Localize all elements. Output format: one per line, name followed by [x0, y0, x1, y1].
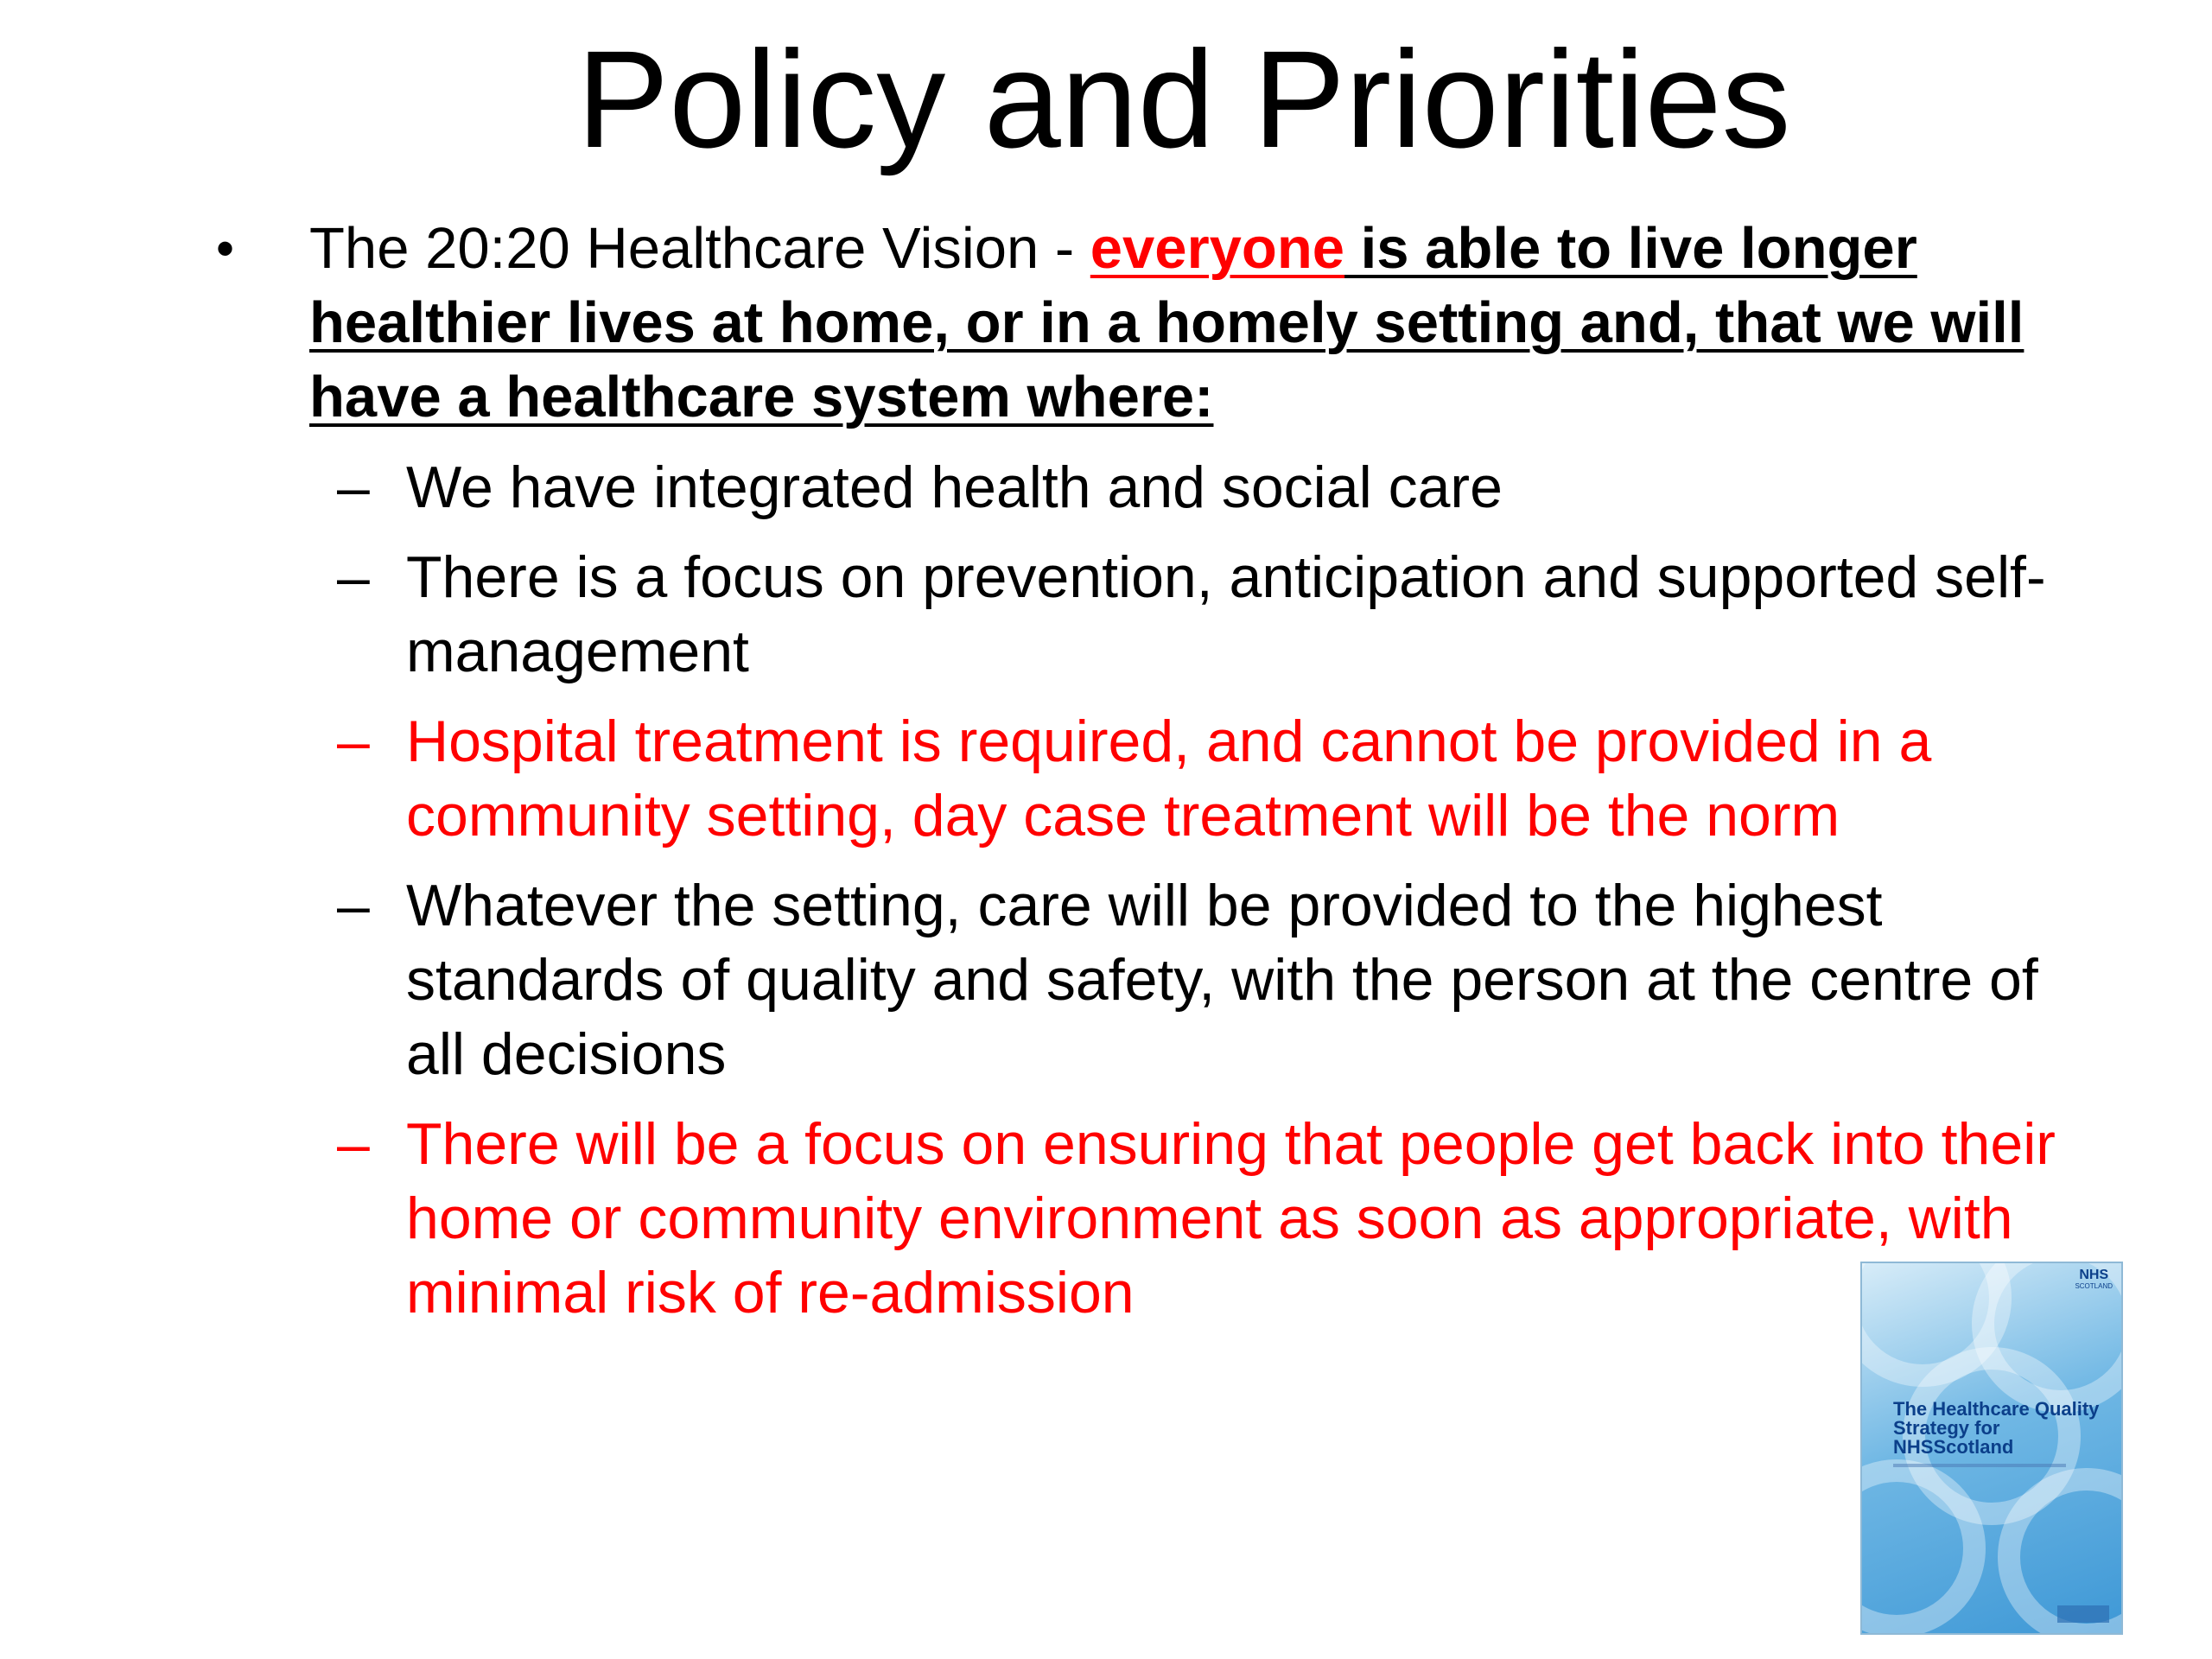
dash-icon: – — [337, 454, 370, 520]
vision-point-text: We have integrated health and social care — [406, 454, 1503, 520]
strategy-cover-image — [1860, 1262, 2123, 1635]
slide-title: Policy and Priorities — [576, 22, 1791, 176]
dash-icon: – — [337, 709, 370, 774]
vision-points — [309, 450, 2074, 1330]
dash-icon: – — [337, 544, 370, 610]
cover-title: The Healthcare Quality Strategy for NHSScotland — [1893, 1398, 2100, 1458]
vision-emphasis-red: everyone — [1090, 216, 1345, 281]
vision-point-text: Whatever the setting, care will be provided to the highest standards of quality and safety, with the person at the centre of all decisions — [406, 873, 2038, 1087]
vision-bullet — [216, 212, 2074, 1330]
vision-emphasis: is able to live longer healthier lives at home, or in a homely setting and, that we will have a healthcare system where: — [309, 216, 2024, 429]
dash-icon: – — [337, 1111, 370, 1177]
vision-point — [216, 704, 2074, 853]
vision-point-text: There is a focus on prevention, anticipation and supported self-management — [406, 544, 2046, 684]
bullet-dot-icon: • — [216, 219, 235, 277]
government-emblem-icon — [2057, 1605, 2109, 1623]
dash-icon: – — [337, 873, 370, 938]
nhs-logo: NHS SCOTLAND — [2075, 1268, 2113, 1290]
vision-point-text: There will be a focus on ensuring that people get back into their home or community environment as soon as appropriate, with minimal risk of re-admission — [406, 1111, 2056, 1325]
vision-point-text: Hospital treatment is required, and cannot be provided in a community setting, day case treatment will be the norm — [406, 709, 1932, 849]
vision-lead: The 20:20 Healthcare Vision - — [309, 216, 1090, 281]
vision-point — [216, 1107, 2074, 1330]
cover-subtitle-rule — [1893, 1464, 2066, 1467]
vision-point — [216, 450, 2074, 524]
bullet-list — [216, 212, 2074, 1345]
vision-point — [216, 540, 2074, 689]
vision-point — [216, 868, 2074, 1091]
